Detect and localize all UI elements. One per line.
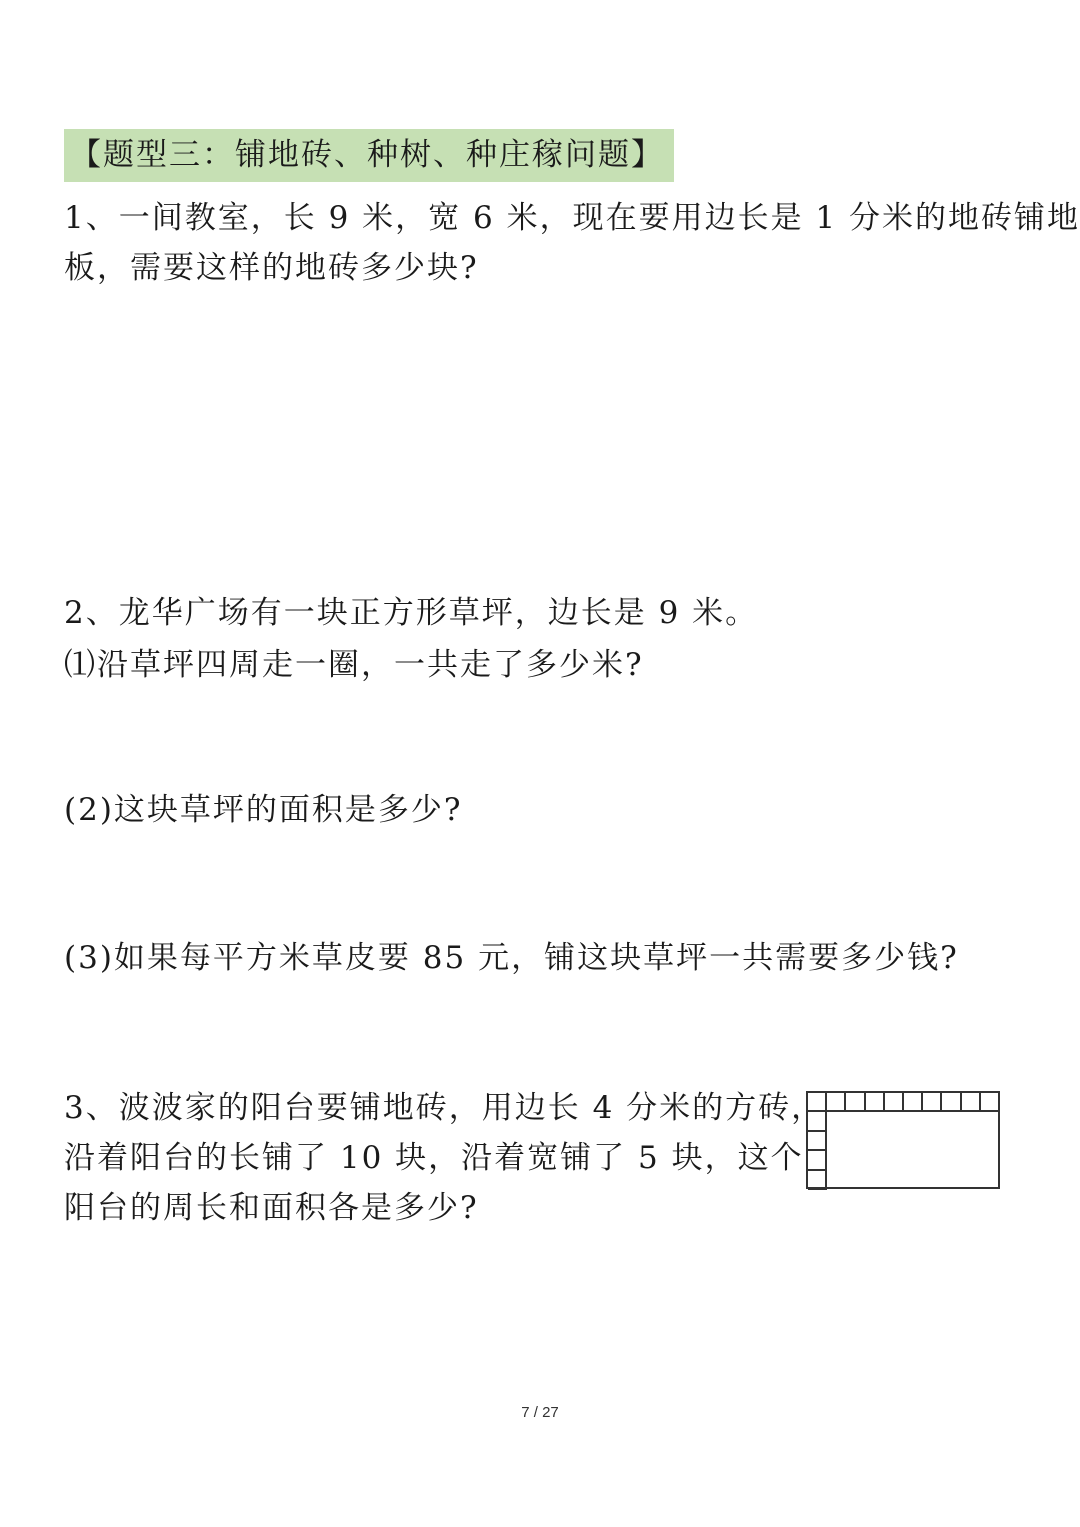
tile xyxy=(808,1171,827,1191)
question-2-part-1: ⑴沿草坪四周走一圈，一共走了多少米? xyxy=(64,647,644,683)
tile xyxy=(962,1093,981,1112)
balcony-tile-diagram xyxy=(806,1091,1000,1189)
tile xyxy=(808,1112,827,1132)
tile xyxy=(808,1151,827,1171)
tile-row-along-length xyxy=(808,1093,1000,1112)
question-3-line-2: 沿着阳台的长铺了 10 块，沿着宽铺了 5 块，这个 xyxy=(64,1140,804,1176)
tile xyxy=(923,1093,942,1112)
question-3-line-3: 阳台的周长和面积各是多少? xyxy=(64,1190,479,1226)
question-2-part-2: (2)这块草坪的面积是多少? xyxy=(64,792,463,828)
section-heading: 【题型三：铺地砖、种树、种庄稼问题】 xyxy=(64,129,674,182)
page-number: 7 / 27 xyxy=(521,1404,559,1421)
tile xyxy=(942,1093,961,1112)
tile xyxy=(981,1093,1000,1112)
question-1-line-2: 板，需要这样的地砖多少块? xyxy=(64,250,479,286)
question-2-part-3: (3)如果每平方米草皮要 85 元，铺这块草坪一共需要多少钱? xyxy=(64,940,959,976)
tile xyxy=(885,1093,904,1112)
question-3-line-1: 3、波波家的阳台要铺地砖，用边长 4 分米的方砖， xyxy=(64,1090,825,1126)
tile xyxy=(808,1093,827,1112)
tile-column-along-width xyxy=(808,1112,827,1190)
tile xyxy=(846,1093,865,1112)
tile xyxy=(827,1093,846,1112)
question-1-line-1: 1、一间教室，长 9 米，宽 6 米，现在要用边长是 1 分米的地砖铺地 xyxy=(64,200,1080,236)
tile xyxy=(808,1132,827,1152)
tile xyxy=(866,1093,885,1112)
tile xyxy=(904,1093,923,1112)
question-2-stem: 2、龙华广场有一块正方形草坪，边长是 9 米。 xyxy=(64,595,759,631)
